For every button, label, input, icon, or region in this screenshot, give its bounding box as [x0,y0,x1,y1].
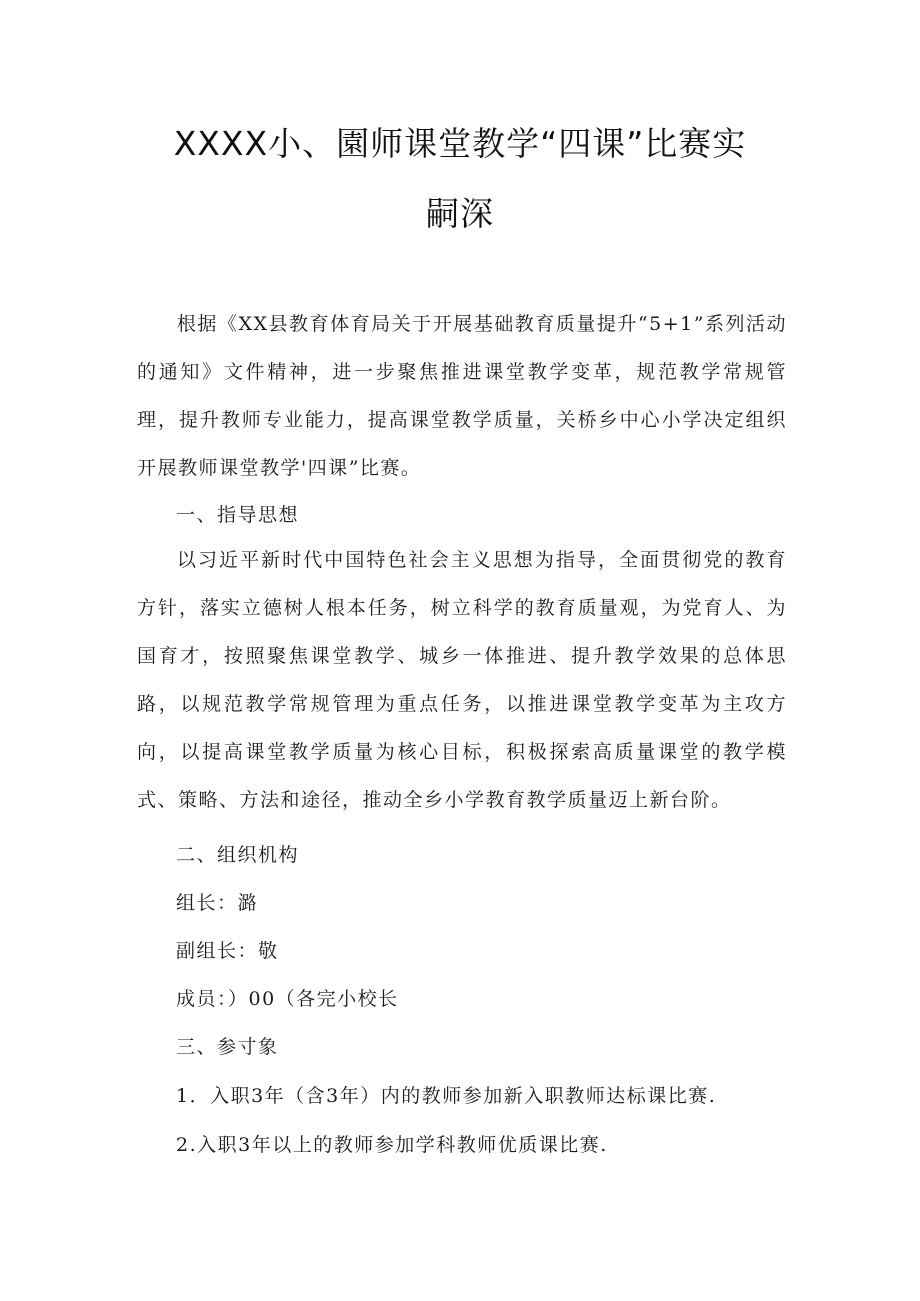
section-1-body-block [137,536,787,824]
document-title-line-1: XXXX小、園师课堂教学“四课”比赛实 [173,124,747,163]
participant-item-2: 2.入职3年以上的教师参加学科教师优质课比赛. [176,1134,608,1156]
section-2-heading: 二、组织机构 [176,844,300,866]
group-leader-line: 组长：潞 [176,892,259,914]
intro-paragraph-block [137,300,787,492]
intro-paragraph: 根据《XX县教育体育局关于开展基础教育质量提升“5+1”系列活动的通知》文件精神，进一步聚焦推进课堂教学变革，规范教学常规管理，提升教师专业能力，提高课堂教学质量，关桥乡中心小学决定组织开展教师课堂教学'四课”比赛。 [137,313,787,479]
members-line: 成员：）00（各完小校长 [176,988,399,1010]
deputy-leader-line: 副组长：敬 [176,940,279,962]
section-3-heading: 三、参寸象 [176,1036,279,1058]
section-1-body: 以习近平新时代中国特色社会主义思想为指导，全面贯彻党的教育方针，落实立德树人根本任务，树立科学的教育质量观，为党育人、为国育才，按照聚焦课堂教学、城乡一体推进、提升教学效果的总体思路，以规范教学常规管理为重点任务，以推进课堂教学变革为主攻方向，以提高课堂教学质量为核心目标，积极探索高质量课堂的教学模式、策略、方法和途径，推动全乡小学教育教学质量迈上新台阶。 [137,549,787,811]
participant-item-1: 1．入职3年（含3年）内的教师参加新入职教师达标课比赛. [176,1085,717,1107]
section-1-heading: 一、指导思想 [176,504,300,526]
document-title-line-2: 嗣深 [426,194,494,233]
